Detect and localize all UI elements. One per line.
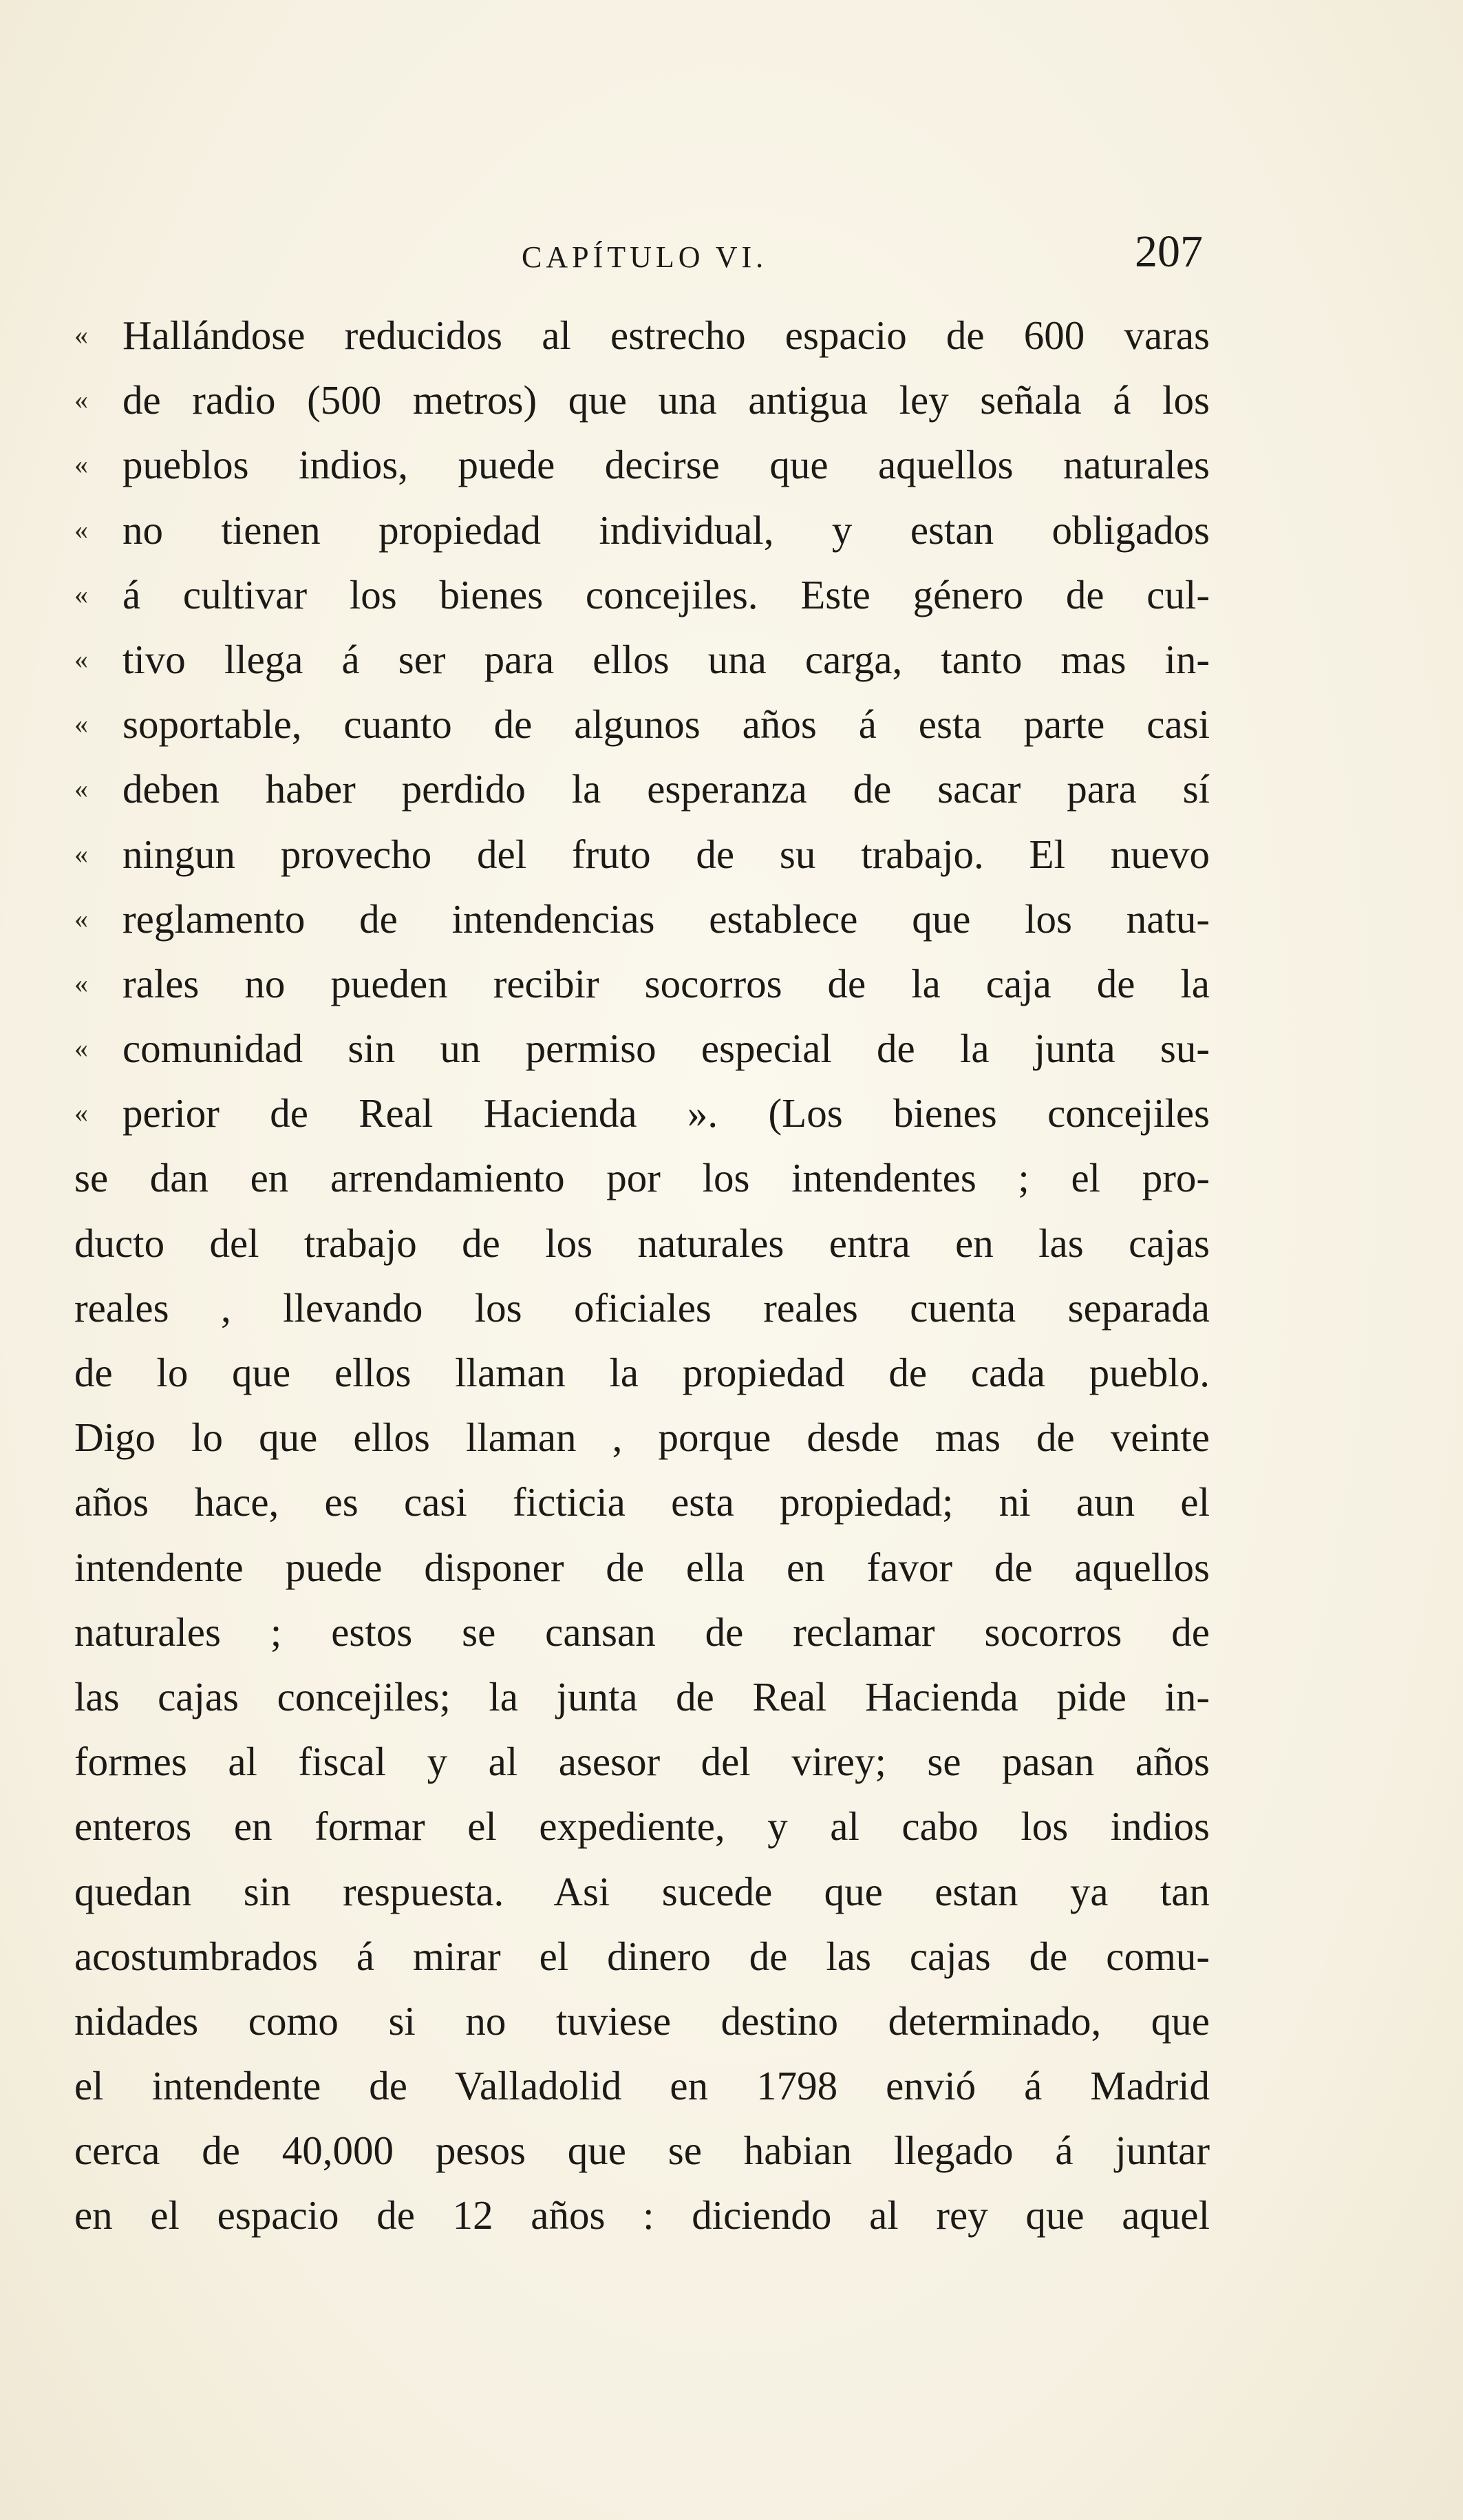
quote-mark: « (74, 708, 88, 740)
quote-mark: « (74, 902, 88, 934)
line-text: enteros en formar el expediente, y al cabo los indios (74, 1803, 1210, 1850)
text-line (74, 2183, 1210, 2247)
line-text: nidades como si no tuviese destino determinado, que (74, 1998, 1210, 2044)
text-line (74, 1989, 1210, 2053)
text-line (74, 822, 1210, 887)
line-text: en el espacio de 12 años : diciendo al rey que aquel (74, 2192, 1210, 2238)
page-header (74, 226, 1203, 288)
text-line (74, 1600, 1210, 1664)
line-text: Digo lo que ellos llaman , porque desde mas de veinte (74, 1415, 1210, 1461)
text-line (74, 498, 1210, 562)
line-text: de lo que ellos llaman la propiedad de cada pueblo. (74, 1350, 1210, 1395)
quote-mark: « (74, 967, 88, 999)
quote-mark: « (74, 384, 88, 416)
text-line (74, 1924, 1210, 1989)
page-number: 207 (1135, 226, 1203, 277)
text-line (74, 368, 1210, 432)
text-line (74, 627, 1210, 692)
quote-mark: « (74, 1033, 88, 1064)
text-line (74, 692, 1210, 756)
line-text: soportable, cuanto de algunos años á esta parte casi (122, 701, 1210, 748)
body-text (74, 303, 1210, 2248)
text-line (74, 1470, 1210, 1534)
quote-mark: « (74, 773, 88, 805)
text-line (74, 1729, 1210, 1794)
line-text: quedan sin respuesta. Asi sucede que estan ya tan (74, 1868, 1210, 1914)
text-line (74, 562, 1210, 627)
text-line (74, 1535, 1210, 1600)
line-text: rales no pueden recibir socorros de la caja de la (122, 960, 1210, 1006)
line-text: ducto del trabajo de los naturales entra en las cajas (74, 1220, 1210, 1266)
text-line (74, 1664, 1210, 1729)
line-text: intendente puede disponer de ella en favor de aquellos (74, 1544, 1210, 1590)
line-text: no tienen propiedad individual, y estan obligados (122, 507, 1210, 553)
text-line (74, 2053, 1210, 2118)
line-text: ningun provecho del fruto de su trabajo. El nuevo (122, 831, 1210, 877)
text-line (74, 1794, 1210, 1859)
text-line (74, 1211, 1210, 1275)
line-text: Hallándose reducidos al estrecho espacio de 600 varas (122, 313, 1210, 358)
line-text: formes al fiscal y al asesor del virey; se pasan años (74, 1739, 1210, 1785)
line-text: naturales ; estos se cansan de reclamar socorros de (74, 1609, 1210, 1655)
text-line (74, 432, 1210, 497)
line-text: perior de Real Hacienda ». (Los bienes concejiles (122, 1090, 1210, 1136)
line-text: comunidad sin un permiso especial de la junta su- (122, 1026, 1210, 1072)
line-text: cerca de 40,000 pesos que se habian llegado á juntar (74, 2128, 1210, 2174)
text-line (74, 887, 1210, 951)
text-line (74, 756, 1210, 821)
running-head: CAPÍTULO VI. (522, 240, 768, 274)
line-text: se dan en arrendamiento por los intendentes ; el pro- (74, 1155, 1210, 1201)
line-text: deben haber perdido la esperanza de sacar para sí (122, 766, 1210, 812)
text-line (74, 2118, 1210, 2183)
quote-mark: « (74, 449, 88, 480)
text-line (74, 1340, 1210, 1405)
text-line (74, 951, 1210, 1016)
line-text: á cultivar los bienes concejiles. Este género de cul- (122, 571, 1210, 617)
line-text: las cajas concejiles; la junta de Real Hacienda pide in- (74, 1673, 1210, 1719)
text-line (74, 1081, 1210, 1145)
line-text: pueblos indios, puede decirse que aquellos naturales (122, 442, 1210, 488)
quote-mark: « (74, 1097, 88, 1129)
line-text: años hace, es casi ficticia esta propiedad; ni aun el (74, 1479, 1210, 1525)
line-text: acostumbrados á mirar el dinero de las cajas de comu- (74, 1933, 1210, 1979)
quote-mark: « (74, 578, 88, 610)
line-text: reglamento de intendencias establece que los natu- (122, 896, 1210, 942)
line-text: tivo llega á ser para ellos una carga, tanto mas in- (122, 636, 1210, 682)
line-text: reales , llevando los oficiales reales cuenta separada (74, 1284, 1210, 1331)
line-text: el intendente de Valladolid en 1798 envió á Madrid (74, 2063, 1210, 2109)
quote-mark: « (74, 513, 88, 545)
text-line (74, 1859, 1210, 1924)
quote-mark: « (74, 319, 88, 350)
line-text: de radio (500 metros) que una antigua ley señala á los (122, 377, 1210, 423)
text-line (74, 303, 1210, 368)
quote-mark: « (74, 643, 88, 675)
text-line (74, 1405, 1210, 1470)
text-line (74, 1145, 1210, 1210)
text-line (74, 1016, 1210, 1081)
quote-mark: « (74, 838, 88, 869)
text-line (74, 1275, 1210, 1340)
